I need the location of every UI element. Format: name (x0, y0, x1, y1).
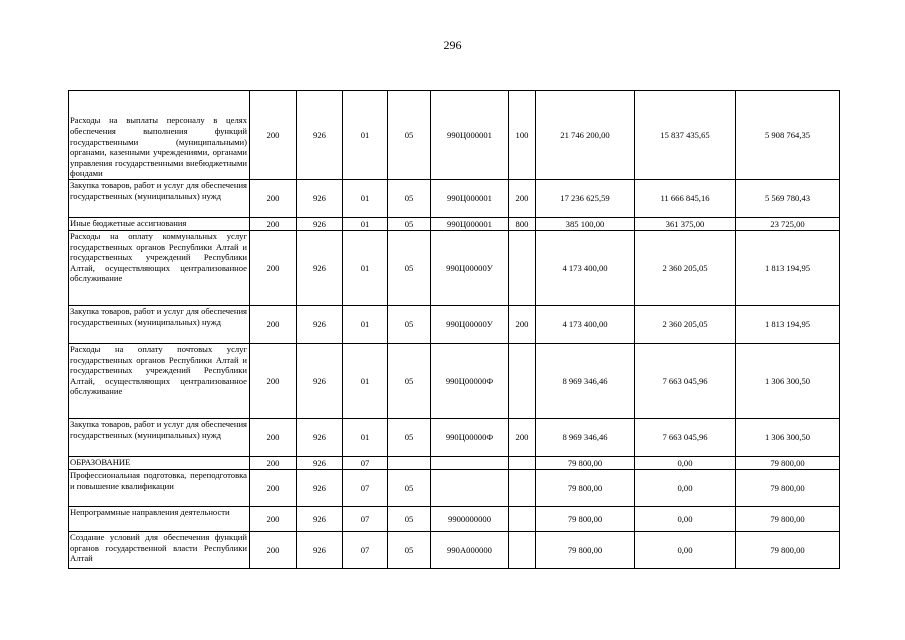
cell-admin: 200 (250, 231, 297, 306)
cell-subsection: 05 (388, 344, 431, 419)
cell-remainder: 79 800,00 (736, 532, 840, 569)
cell-plan: 8 969 346,46 (536, 344, 635, 419)
cell-admin: 200 (250, 306, 297, 344)
row-name: Профессиональная подготовка, переподготовка и повышение квалификации (69, 470, 250, 507)
cell-grbs: 926 (297, 419, 343, 457)
cell-section: 07 (343, 457, 388, 470)
cell-target-article (431, 470, 509, 507)
cell-remainder: 23 725,00 (736, 218, 840, 231)
row-name: Закупка товаров, работ и услуг для обеспечения государственных (муниципальных) нужд (69, 306, 250, 344)
table-row (69, 180, 840, 218)
cell-admin: 200 (250, 180, 297, 218)
cell-admin: 200 (250, 218, 297, 231)
cell-plan: 79 800,00 (536, 532, 635, 569)
cell-grbs: 926 (297, 507, 343, 532)
cell-section: 01 (343, 180, 388, 218)
table-row (69, 231, 840, 306)
cell-plan: 8 969 346,46 (536, 419, 635, 457)
row-name: ОБРАЗОВАНИЕ (69, 457, 250, 470)
cell-admin: 200 (250, 507, 297, 532)
cell-grbs: 926 (297, 306, 343, 344)
cell-remainder: 79 800,00 (736, 457, 840, 470)
cell-plan: 79 800,00 (536, 470, 635, 507)
cell-executed: 0,00 (635, 457, 736, 470)
cell-plan: 4 173 400,00 (536, 306, 635, 344)
cell-remainder: 1 306 300,50 (736, 344, 840, 419)
cell-section: 07 (343, 532, 388, 569)
cell-plan: 79 800,00 (536, 457, 635, 470)
cell-section: 01 (343, 344, 388, 419)
cell-subsection: 05 (388, 231, 431, 306)
row-name: Создание условий для обеспечения функций органов государственной власти Республики Алтай (69, 532, 250, 569)
cell-remainder: 5 908 764,35 (736, 91, 840, 180)
cell-section: 07 (343, 470, 388, 507)
page-number: 296 (443, 38, 462, 52)
cell-target-article: 990Ц000001 (431, 218, 509, 231)
cell-grbs: 926 (297, 231, 343, 306)
cell-plan: 17 236 625,59 (536, 180, 635, 218)
cell-grbs: 926 (297, 180, 343, 218)
cell-expense-type: 200 (509, 419, 536, 457)
cell-subsection: 05 (388, 218, 431, 231)
row-name: Расходы на оплату коммунальных услуг государственных органов Республики Алтай и государственных учреждений Республики Алтай, осуществляющих централизованное обслуживание (69, 231, 250, 306)
cell-expense-type (509, 470, 536, 507)
cell-target-article: 990Ц00000Ф (431, 344, 509, 419)
cell-expense-type: 100 (509, 91, 536, 180)
cell-grbs: 926 (297, 532, 343, 569)
cell-section: 07 (343, 507, 388, 532)
cell-target-article: 990А000000 (431, 532, 509, 569)
cell-executed: 0,00 (635, 532, 736, 569)
table-row (69, 457, 840, 470)
cell-executed: 361 375,00 (635, 218, 736, 231)
cell-expense-type: 800 (509, 218, 536, 231)
table-row (69, 419, 840, 457)
cell-executed: 7 663 045,96 (635, 344, 736, 419)
row-name: Расходы на выплаты персоналу в целях обеспечения выполнения функций государственными (муниципальными) органами, казенными учреждениями, органами управления государственными внебюджетными фондами (69, 91, 250, 180)
cell-admin: 200 (250, 419, 297, 457)
cell-subsection: 05 (388, 507, 431, 532)
cell-executed: 2 360 205,05 (635, 306, 736, 344)
row-name: Закупка товаров, работ и услуг для обеспечения государственных (муниципальных) нужд (69, 419, 250, 457)
cell-target-article (431, 457, 509, 470)
cell-admin: 200 (250, 91, 297, 180)
cell-target-article: 990Ц00000Ф (431, 419, 509, 457)
cell-plan: 21 746 200,00 (536, 91, 635, 180)
table-row (69, 532, 840, 569)
cell-target-article: 9900000000 (431, 507, 509, 532)
cell-subsection: 05 (388, 306, 431, 344)
row-name: Непрограммные направления деятельности (69, 507, 250, 532)
cell-subsection: 05 (388, 470, 431, 507)
cell-admin: 200 (250, 470, 297, 507)
cell-section: 01 (343, 231, 388, 306)
cell-expense-type (509, 532, 536, 569)
cell-expense-type: 200 (509, 180, 536, 218)
cell-admin: 200 (250, 344, 297, 419)
cell-expense-type (509, 344, 536, 419)
cell-target-article: 990Ц000001 (431, 91, 509, 180)
cell-grbs: 926 (297, 457, 343, 470)
cell-section: 01 (343, 306, 388, 344)
cell-subsection (388, 457, 431, 470)
table-row (69, 218, 840, 231)
cell-expense-type (509, 457, 536, 470)
cell-admin: 200 (250, 457, 297, 470)
cell-subsection: 05 (388, 532, 431, 569)
cell-plan: 385 100,00 (536, 218, 635, 231)
cell-plan: 4 173 400,00 (536, 231, 635, 306)
cell-grbs: 926 (297, 91, 343, 180)
cell-remainder: 1 306 300,50 (736, 419, 840, 457)
cell-expense-type: 200 (509, 306, 536, 344)
cell-subsection: 05 (388, 91, 431, 180)
cell-grbs: 926 (297, 218, 343, 231)
cell-executed: 15 837 435,65 (635, 91, 736, 180)
cell-executed: 11 666 845,16 (635, 180, 736, 218)
cell-executed: 7 663 045,96 (635, 419, 736, 457)
cell-grbs: 926 (297, 470, 343, 507)
cell-subsection: 05 (388, 419, 431, 457)
cell-remainder: 79 800,00 (736, 507, 840, 532)
table-row (69, 470, 840, 507)
cell-executed: 0,00 (635, 470, 736, 507)
cell-executed: 2 360 205,05 (635, 231, 736, 306)
cell-target-article: 990Ц000001 (431, 180, 509, 218)
cell-target-article: 990Ц00000У (431, 306, 509, 344)
cell-expense-type (509, 507, 536, 532)
budget-table (68, 90, 840, 569)
cell-remainder: 1 813 194,95 (736, 231, 840, 306)
cell-remainder: 5 569 780,43 (736, 180, 840, 218)
table-row (69, 507, 840, 532)
cell-target-article: 990Ц00000У (431, 231, 509, 306)
cell-plan: 79 800,00 (536, 507, 635, 532)
cell-expense-type (509, 231, 536, 306)
row-name: Расходы на оплату почтовых услуг государственных органов Республики Алтай и государственных учреждений Республики Алтай, осуществляющих централизованное обслуживание (69, 344, 250, 419)
table-row (69, 344, 840, 419)
cell-section: 01 (343, 218, 388, 231)
table-row (69, 91, 840, 180)
row-name: Закупка товаров, работ и услуг для обеспечения государственных (муниципальных) нужд (69, 180, 250, 218)
cell-admin: 200 (250, 532, 297, 569)
cell-section: 01 (343, 91, 388, 180)
cell-grbs: 926 (297, 344, 343, 419)
cell-remainder: 1 813 194,95 (736, 306, 840, 344)
table-row (69, 306, 840, 344)
cell-executed: 0,00 (635, 507, 736, 532)
row-name: Иные бюджетные ассигнования (69, 218, 250, 231)
cell-subsection: 05 (388, 180, 431, 218)
cell-remainder: 79 800,00 (736, 470, 840, 507)
cell-section: 01 (343, 419, 388, 457)
